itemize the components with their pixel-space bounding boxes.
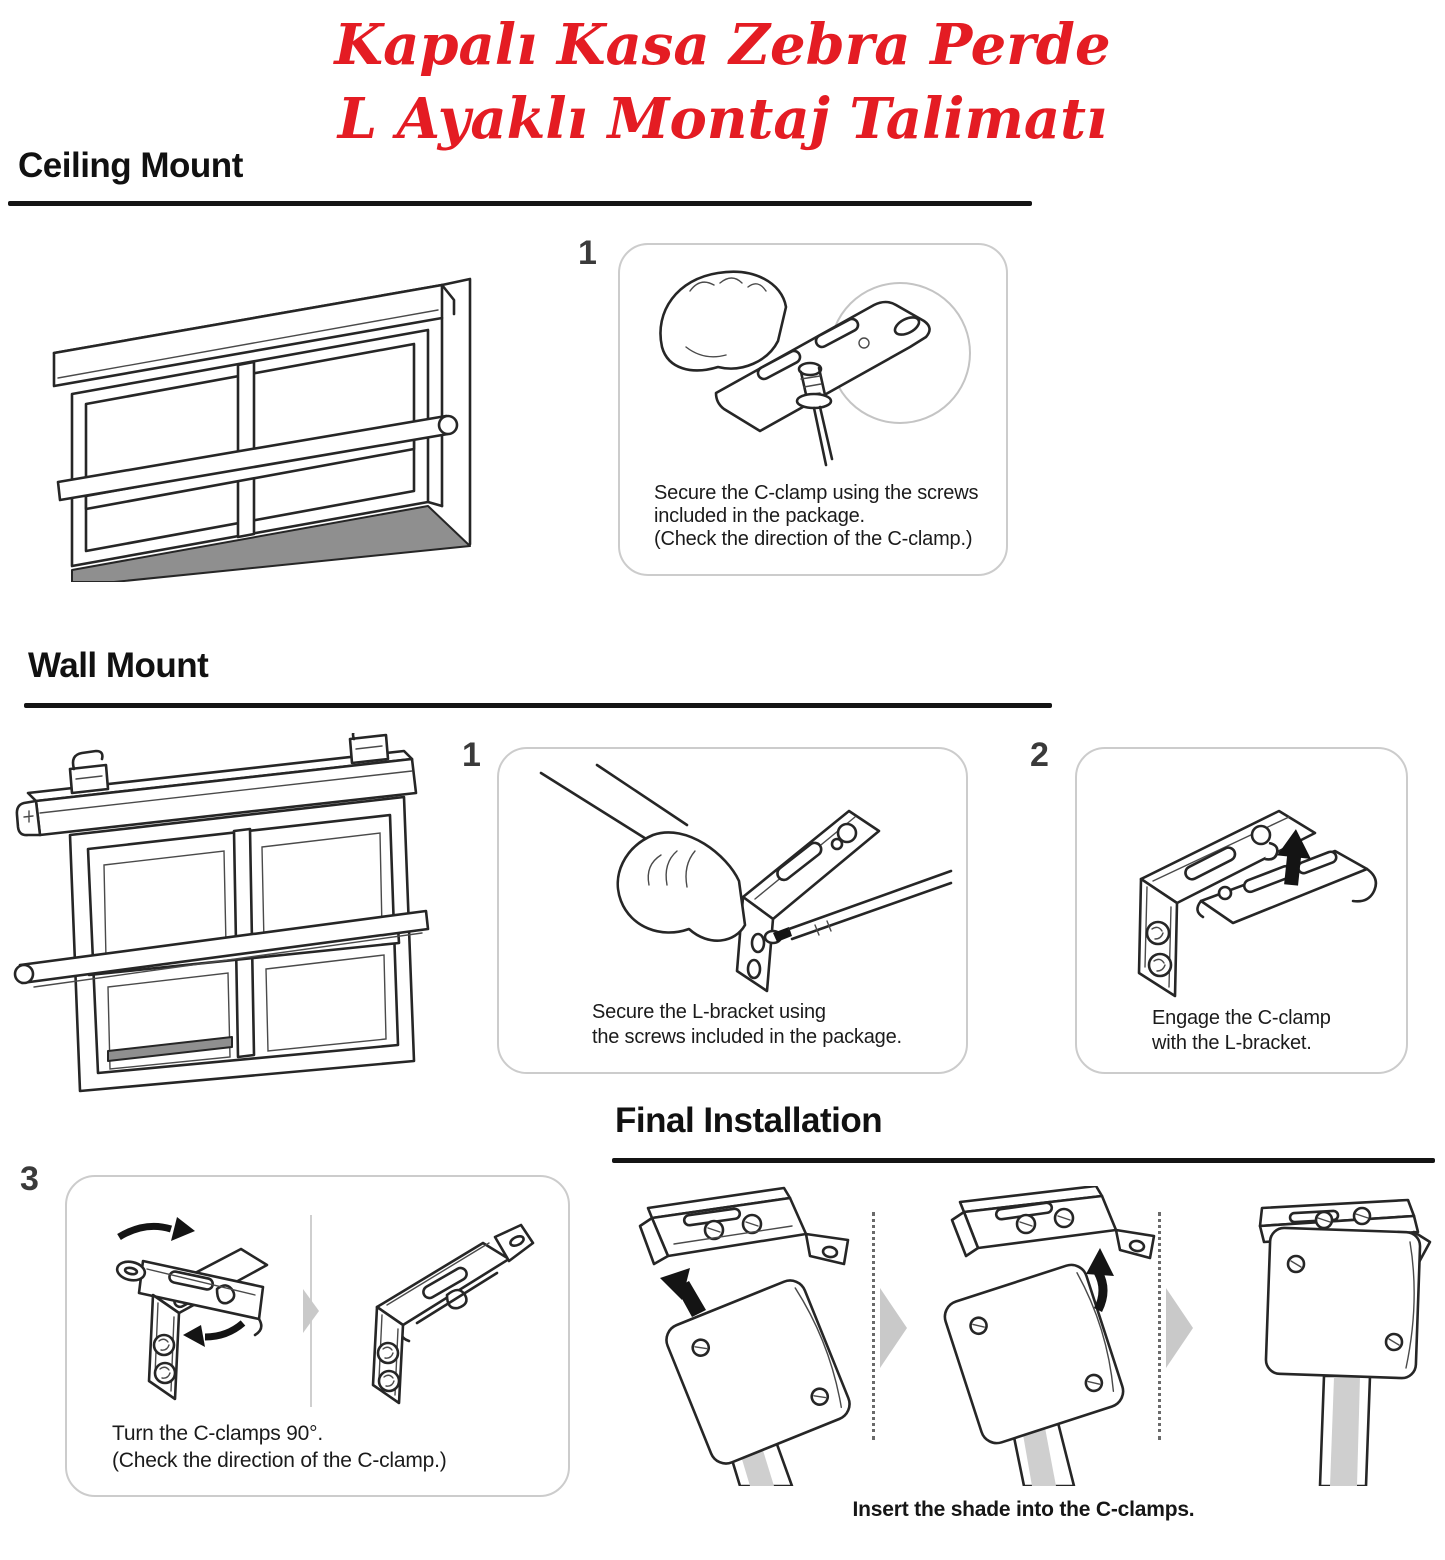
caption-line: with the L-bracket.	[1152, 1032, 1312, 1054]
c-clamp-screw-illustration	[628, 251, 1002, 479]
wall-step-1-caption	[592, 1000, 902, 1050]
next-chevron-icon	[1166, 1288, 1193, 1368]
next-chevron-icon	[303, 1289, 319, 1333]
caption-line: Secure the C-clamp using the screws	[654, 482, 979, 504]
page-title	[0, 8, 1445, 156]
wall-step-1-box	[497, 747, 968, 1074]
c-clamp-rotate-before-illustration	[91, 1203, 306, 1418]
wall-step-1-number: 1	[462, 736, 481, 774]
hand-illustration	[618, 832, 745, 940]
final-step-3-box	[65, 1175, 570, 1497]
insert-arrow-icon	[660, 1268, 706, 1317]
wall-step-2-caption	[1152, 1006, 1331, 1056]
ceiling-window-illustration	[22, 244, 550, 582]
ceiling-section-rule	[8, 201, 1032, 206]
ceiling-step-1-box	[618, 243, 1008, 576]
wall-section-rule	[24, 703, 1052, 708]
sequence-divider	[872, 1212, 875, 1440]
page-title-line-2: L Ayaklı Montaj Talimatı	[337, 86, 1108, 152]
caption-line: (Check the direction of the C-clamp.)	[112, 1449, 447, 1472]
caption-line: Secure the L-bracket using	[592, 1001, 826, 1023]
sequence-divider	[1158, 1212, 1161, 1440]
c-clamp-on-cassette-icon	[350, 733, 388, 763]
caption-line: Turn the C-clamps 90°.	[112, 1422, 323, 1445]
wall-step-2-box	[1075, 747, 1408, 1074]
l-bracket-screwdriver-illustration	[511, 759, 958, 994]
final-panel-3-illustration	[1232, 1186, 1445, 1486]
caption-line: (Check the direction of the C-clamp.)	[654, 528, 973, 550]
final-installation-caption: Insert the shade into the C-clamps.	[852, 1498, 1195, 1521]
shade-cassette-illustration	[1265, 1227, 1420, 1378]
ceiling-mount-heading: Ceiling Mount	[18, 146, 243, 185]
final-section-rule	[612, 1158, 1435, 1163]
caption-line: the screws included in the package.	[592, 1026, 902, 1048]
final-panel-1-illustration	[622, 1186, 894, 1486]
ceiling-step-1-number: 1	[578, 234, 597, 272]
ceiling-step-1-caption	[654, 482, 978, 551]
page-title-line-1: Kapalı Kasa Zebra Perde	[334, 12, 1111, 78]
caption-line: included in the package.	[654, 505, 865, 527]
c-clamp-engage-illustration	[1083, 761, 1403, 1001]
final-step-3-number: 3	[20, 1160, 39, 1198]
c-clamp-on-cassette-icon	[70, 751, 108, 793]
final-step-3-caption	[112, 1420, 447, 1474]
caption-line: Engage the C-clamp	[1152, 1007, 1331, 1029]
final-panel-2-illustration	[900, 1186, 1172, 1486]
final-installation-heading: Final Installation	[615, 1101, 883, 1140]
wall-mount-heading: Wall Mount	[28, 646, 209, 685]
wall-window-illustration	[12, 733, 452, 1095]
c-clamp-rotate-after-illustration	[325, 1203, 540, 1418]
hand-illustration	[660, 272, 786, 371]
wall-step-2-number: 2	[1030, 736, 1049, 774]
